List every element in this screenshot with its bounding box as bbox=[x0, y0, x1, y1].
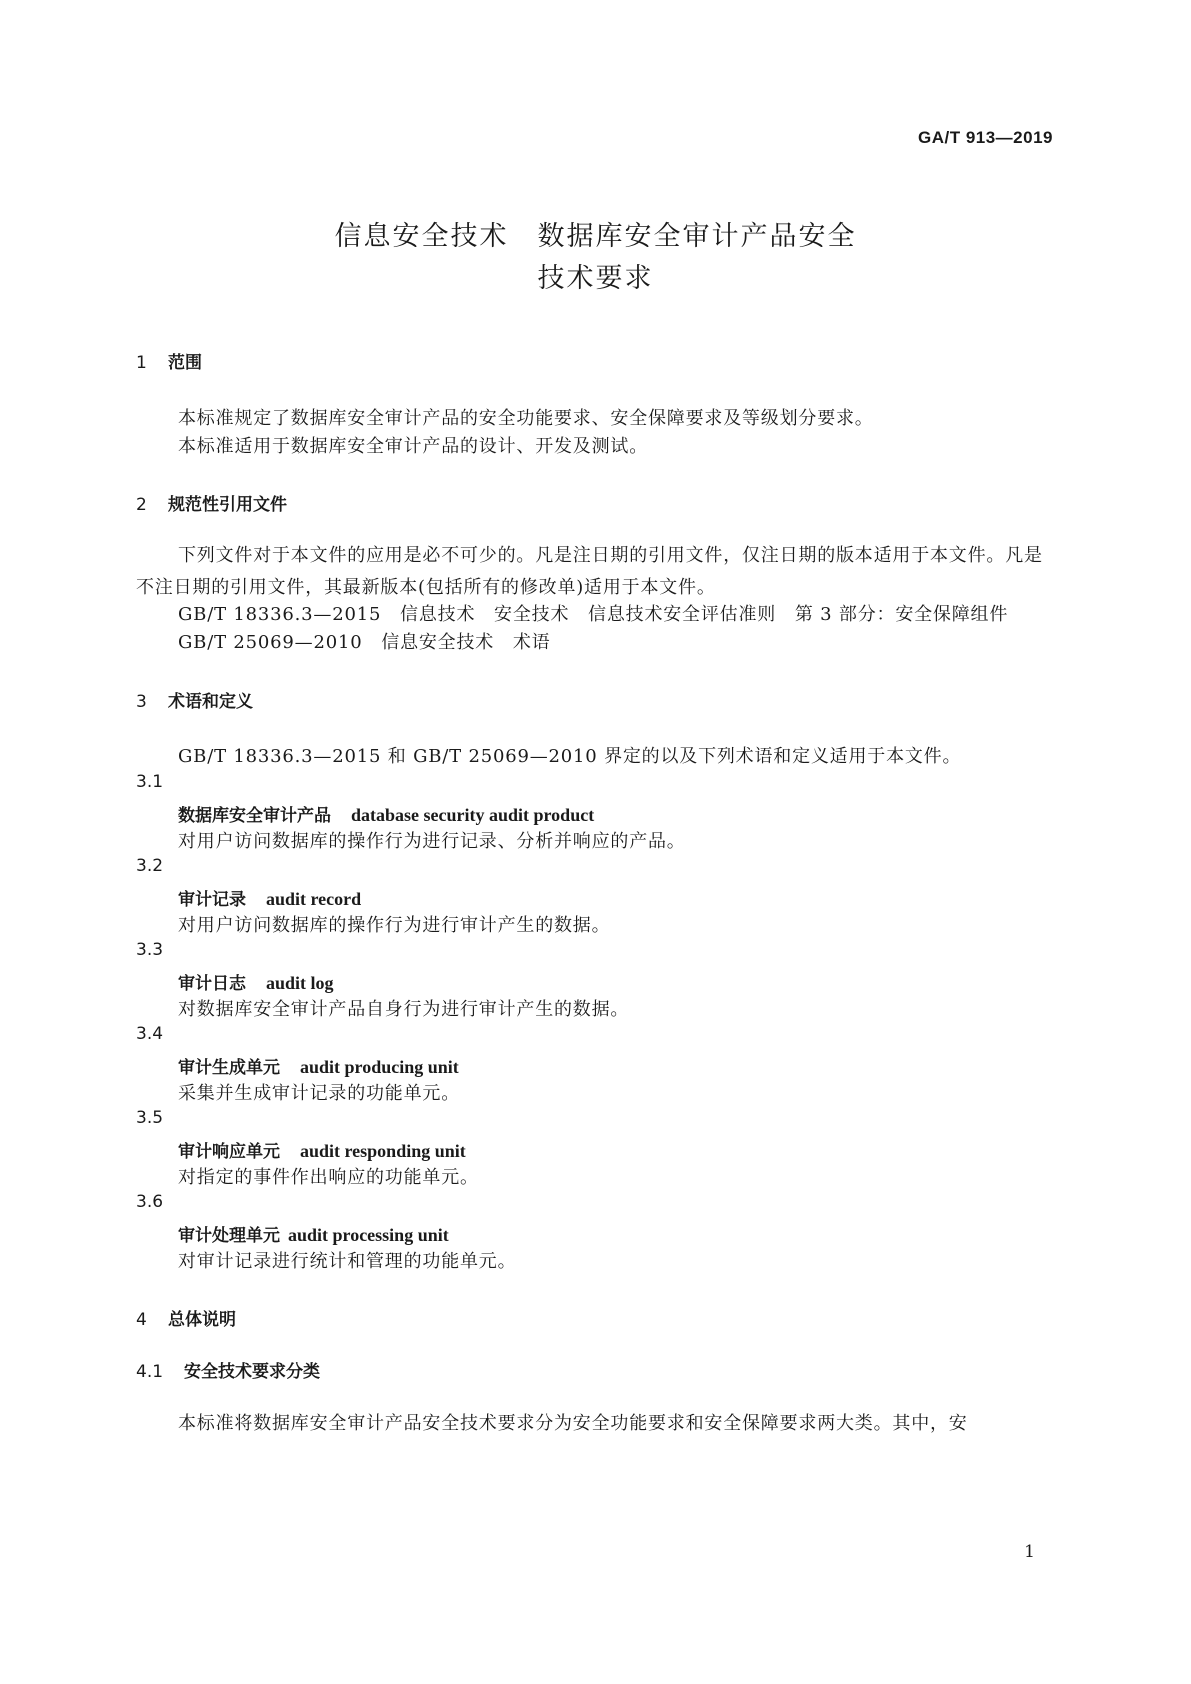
section-3-heading bbox=[136, 687, 253, 712]
section-4-heading bbox=[136, 1305, 236, 1330]
section-title: 规范性引用文件 bbox=[168, 495, 287, 515]
reference-item-2: GB/T 25069—2010 信息安全技术 术语 bbox=[178, 632, 551, 653]
term-definition: 对数据库安全审计产品自身行为进行审计产生的数据。 bbox=[178, 999, 630, 1020]
section-title: 术语和定义 bbox=[168, 692, 253, 712]
term-heading bbox=[178, 969, 334, 994]
term-number: 3.6 bbox=[136, 1192, 164, 1212]
term-definition: 对用户访问数据库的操作行为进行记录、分析并响应的产品。 bbox=[178, 831, 686, 852]
scope-paragraph-2: 本标准适用于数据库安全审计产品的设计、开发及测试。 bbox=[178, 436, 648, 457]
page-number: 1 bbox=[1024, 1542, 1035, 1562]
reference-item-1: GB/T 18336.3—2015 信息技术 安全技术 信息技术安全评估准则 第 3 部分：安全保障组件 bbox=[178, 604, 1009, 625]
subsection-4-1-heading bbox=[136, 1357, 320, 1382]
scope-paragraph-1: 本标准规定了数据库安全审计产品的安全功能要求、安全保障要求及等级划分要求。 bbox=[178, 408, 874, 429]
subsection-title: 安全技术要求分类 bbox=[184, 1362, 320, 1382]
term-number: 3.4 bbox=[136, 1024, 164, 1044]
term-chinese: 审计处理单元 bbox=[178, 1226, 280, 1246]
term-number: 3.5 bbox=[136, 1108, 164, 1128]
section-1-heading bbox=[136, 348, 202, 373]
term-english: audit processing unit bbox=[288, 1225, 449, 1245]
subsection-number: 4.1 bbox=[136, 1362, 164, 1382]
term-chinese: 数据库安全审计产品 bbox=[178, 806, 331, 826]
term-definition: 对审计记录进行统计和管理的功能单元。 bbox=[178, 1251, 517, 1272]
section-title: 总体说明 bbox=[168, 1310, 236, 1330]
term-chinese: 审计生成单元 bbox=[178, 1058, 280, 1078]
term-heading bbox=[178, 1221, 449, 1246]
term-heading bbox=[178, 885, 361, 910]
term-english: audit record bbox=[266, 889, 362, 909]
term-heading bbox=[178, 1053, 459, 1078]
term-english: database security audit product bbox=[351, 805, 595, 825]
document-title-line-2: 技术要求 bbox=[537, 263, 654, 294]
term-chinese: 审计记录 bbox=[178, 890, 246, 910]
normative-references-paragraph: 下列文件对于本文件的应用是必不可少的。凡是注日期的引用文件，仅注日期的版本适用于本文件。凡是不注日期的引用文件，其最新版本(包括所有的修改单)适用于本文件。 bbox=[136, 545, 1043, 598]
section-2-heading bbox=[136, 490, 287, 515]
term-heading bbox=[178, 1137, 466, 1162]
term-definition: 对指定的事件作出响应的功能单元。 bbox=[178, 1167, 479, 1188]
terms-intro-paragraph: GB/T 18336.3—2015 和 GB/T 25069—2010 界定的以及下列术语和定义适用于本文件。 bbox=[178, 746, 962, 767]
section-title: 范围 bbox=[168, 353, 202, 373]
section-number: 4 bbox=[136, 1310, 147, 1330]
term-english: audit responding unit bbox=[300, 1141, 466, 1161]
section-number: 2 bbox=[136, 495, 147, 515]
term-definition: 采集并生成审计记录的功能单元。 bbox=[178, 1083, 460, 1104]
section-number: 3 bbox=[136, 692, 147, 712]
term-definition: 对用户访问数据库的操作行为进行审计产生的数据。 bbox=[178, 915, 611, 936]
term-english: audit producing unit bbox=[300, 1057, 459, 1077]
classification-paragraph: 本标准将数据库安全审计产品安全技术要求分为安全功能要求和安全保障要求两大类。其中，安 bbox=[178, 1413, 968, 1434]
term-number: 3.3 bbox=[136, 940, 164, 960]
term-chinese: 审计响应单元 bbox=[178, 1142, 280, 1162]
term-number: 3.2 bbox=[136, 856, 164, 876]
term-number: 3.1 bbox=[136, 772, 164, 792]
term-chinese: 审计日志 bbox=[178, 974, 246, 994]
document-title-line-1: 信息安全技术 数据库安全审计产品安全 bbox=[334, 221, 857, 252]
term-english: audit log bbox=[266, 973, 334, 993]
section-number: 1 bbox=[136, 353, 147, 373]
term-heading bbox=[178, 801, 594, 826]
standard-code: GA/T 913—2019 bbox=[917, 128, 1053, 147]
